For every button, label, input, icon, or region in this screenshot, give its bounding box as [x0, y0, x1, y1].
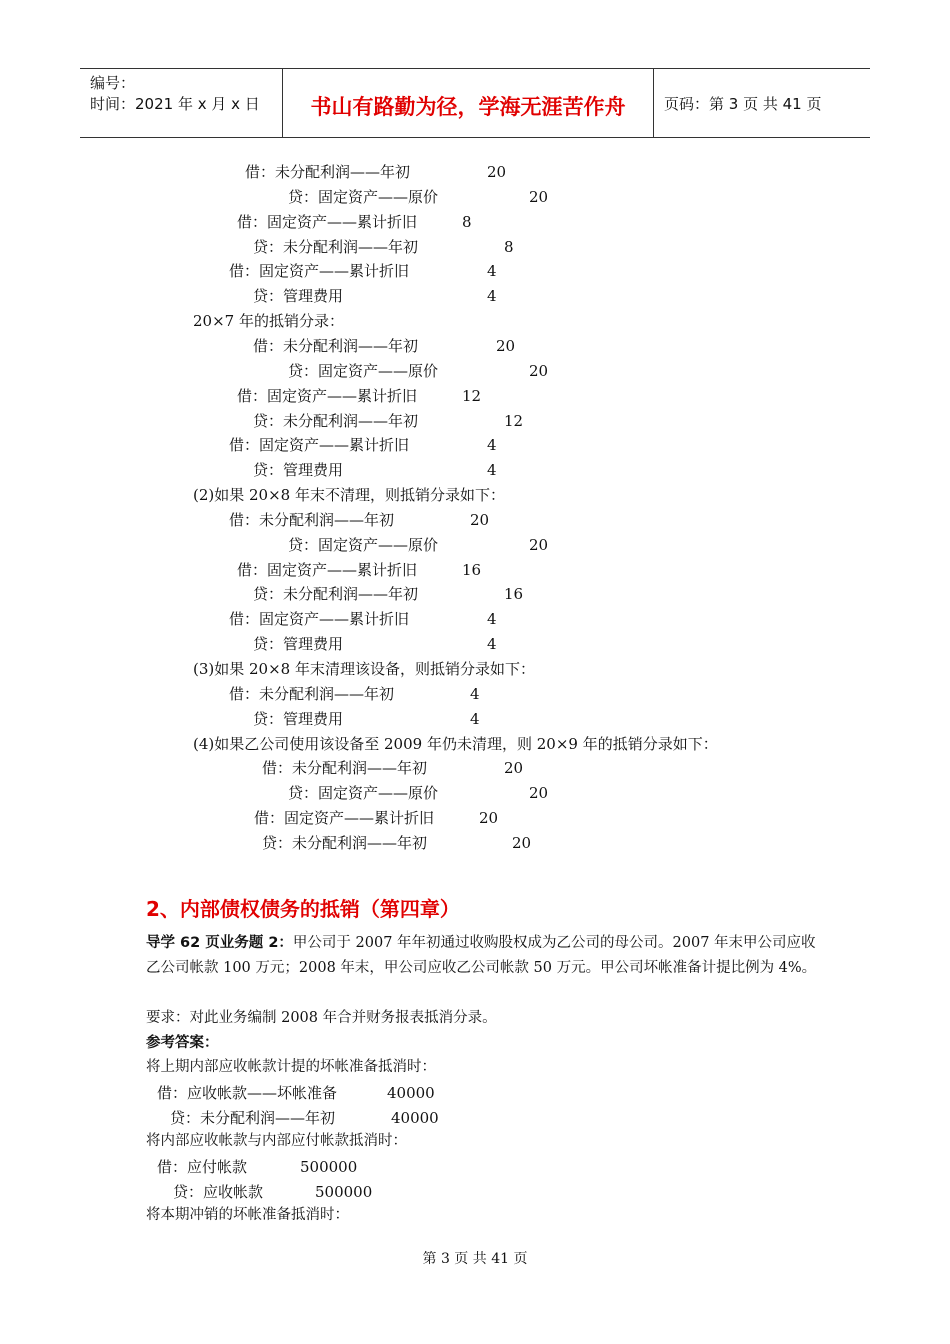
entry-text: 借：固定资产——累计折旧: [237, 560, 418, 579]
header-motto: 书山有路勤为径，学海无涯苦作舟: [310, 95, 626, 119]
entry-text: (3)如果 20×8 年末清理该设备，则抵销分录如下：: [193, 660, 535, 678]
entry-amount: 16: [504, 585, 524, 604]
step1-debit-amount: 40000: [387, 1084, 435, 1102]
entry-text: 贷：未分配利润——年初: [253, 411, 419, 430]
entry-text: 贷：管理费用: [253, 635, 344, 654]
entry-text: 20×7 年的抵销分录：: [193, 312, 344, 331]
header-meta: [90, 73, 260, 115]
header-date: 时间：2021 年 x 月 x 日: [90, 95, 260, 113]
problem-label: 导学 62 页业务题 2：: [146, 935, 293, 951]
page-header: [80, 68, 870, 138]
entry-amount: 20: [470, 510, 490, 529]
entry-amount: 20: [529, 535, 549, 554]
entry-text: 借：未分配利润——年初: [253, 336, 419, 355]
header-code: 编号：: [90, 74, 136, 92]
entry-text: 贷：固定资产——原价: [288, 187, 439, 206]
entry-amount: 4: [470, 709, 480, 728]
header-page: 页码：第 3 页 共 41 页: [664, 95, 822, 113]
entry-text: 借：未分配利润——年初: [229, 684, 395, 703]
entry-amount: 4: [487, 461, 497, 480]
requirement: 要求：对此业务编制 2008 年合并财务报表抵消分录。: [146, 1010, 497, 1026]
step1-debit: 借：应收帐款——坏帐准备: [157, 1084, 338, 1102]
entry-amount: 20: [529, 784, 549, 803]
entry-amount: 20: [512, 833, 532, 852]
entry-text: 贷：未分配利润——年初: [253, 585, 419, 604]
entry-amount: 8: [504, 237, 514, 256]
entry-text: 贷：固定资产——原价: [288, 361, 439, 380]
step2-debit: 借：应付帐款: [157, 1158, 248, 1176]
entry-text: 借：固定资产——累计折旧: [229, 610, 410, 629]
problem-paragraph: [146, 931, 826, 980]
entry-text: 贷：固定资产——原价: [288, 535, 439, 554]
entry-text: 借：未分配利润——年初: [262, 759, 428, 778]
entry-text: 借：固定资产——累计折旧: [254, 809, 435, 828]
entry-amount: 20: [504, 759, 524, 778]
entry-amount: 20: [487, 163, 507, 181]
entry-amount: 20: [529, 361, 549, 380]
entry-text: 贷：固定资产——原价: [288, 784, 439, 803]
entry-text: 借：固定资产——累计折旧: [237, 212, 418, 231]
step2-text: 将内部应收帐款与内部应付帐款抵消时：: [146, 1133, 407, 1149]
step1-credit: 贷：未分配利润——年初: [170, 1109, 336, 1127]
problem-text: 甲公司于 2007 年年初通过收购股权成为乙公司的母公司。2007 年末甲公司应收乙公司帐款 100 万元；2008 年末，甲公司应收乙公司帐款 50 万元。甲公司坏帐准备计提比例为 4%。: [146, 935, 817, 976]
step3-text: 将本期冲销的坏帐准备抵消时：: [146, 1207, 349, 1223]
entry-text: (4)如果乙公司使用该设备至 2009 年仍未清理，则 20×9 年的抵销分录如下：: [193, 734, 718, 753]
section-title: 2、内部债权债务的抵销（第四章）: [146, 897, 460, 921]
step2-credit-amount: 500000: [315, 1183, 373, 1201]
step1-credit-amount: 40000: [391, 1109, 439, 1127]
entry-amount: 12: [462, 386, 482, 405]
entry-amount: 8: [462, 212, 472, 231]
entry-amount: 20: [496, 336, 516, 355]
entry-amount: 20: [479, 809, 499, 828]
entry-text: 贷：管理费用: [253, 461, 344, 480]
entry-amount: 4: [487, 287, 497, 306]
entry-amount: 4: [487, 262, 497, 281]
entry-text: 借：未分配利润——年初: [245, 163, 411, 181]
page-footer: 第 3 页 共 41 页: [422, 1251, 528, 1267]
entry-text: 借：固定资产——累计折旧: [229, 436, 410, 455]
entry-amount: 4: [487, 436, 497, 455]
entry-text: 贷：未分配利润——年初: [253, 237, 419, 256]
entry-amount: 16: [462, 560, 482, 579]
entry-amount: 4: [487, 635, 497, 654]
entry-text: 借：固定资产——累计折旧: [229, 262, 410, 281]
entry-amount: 4: [470, 684, 480, 703]
entry-text: (2)如果 20×8 年末不清理，则抵销分录如下：: [193, 486, 505, 505]
entry-amount: 4: [487, 610, 497, 629]
entry-amount: 12: [504, 411, 524, 430]
entry-text: 借：未分配利润——年初: [229, 510, 395, 529]
answer-label: 参考答案：: [146, 1035, 219, 1051]
entry-text: 贷：管理费用: [253, 287, 344, 306]
step1-text: 将上期内部应收帐款计提的坏帐准备抵消时：: [146, 1059, 436, 1075]
entry-text: 借：固定资产——累计折旧: [237, 386, 418, 405]
step2-debit-amount: 500000: [300, 1158, 358, 1176]
entry-amount: 20: [529, 187, 549, 206]
entry-text: 贷：管理费用: [253, 709, 344, 728]
step2-credit: 贷：应收帐款: [173, 1183, 264, 1201]
entry-text: 贷：未分配利润——年初: [262, 833, 428, 852]
